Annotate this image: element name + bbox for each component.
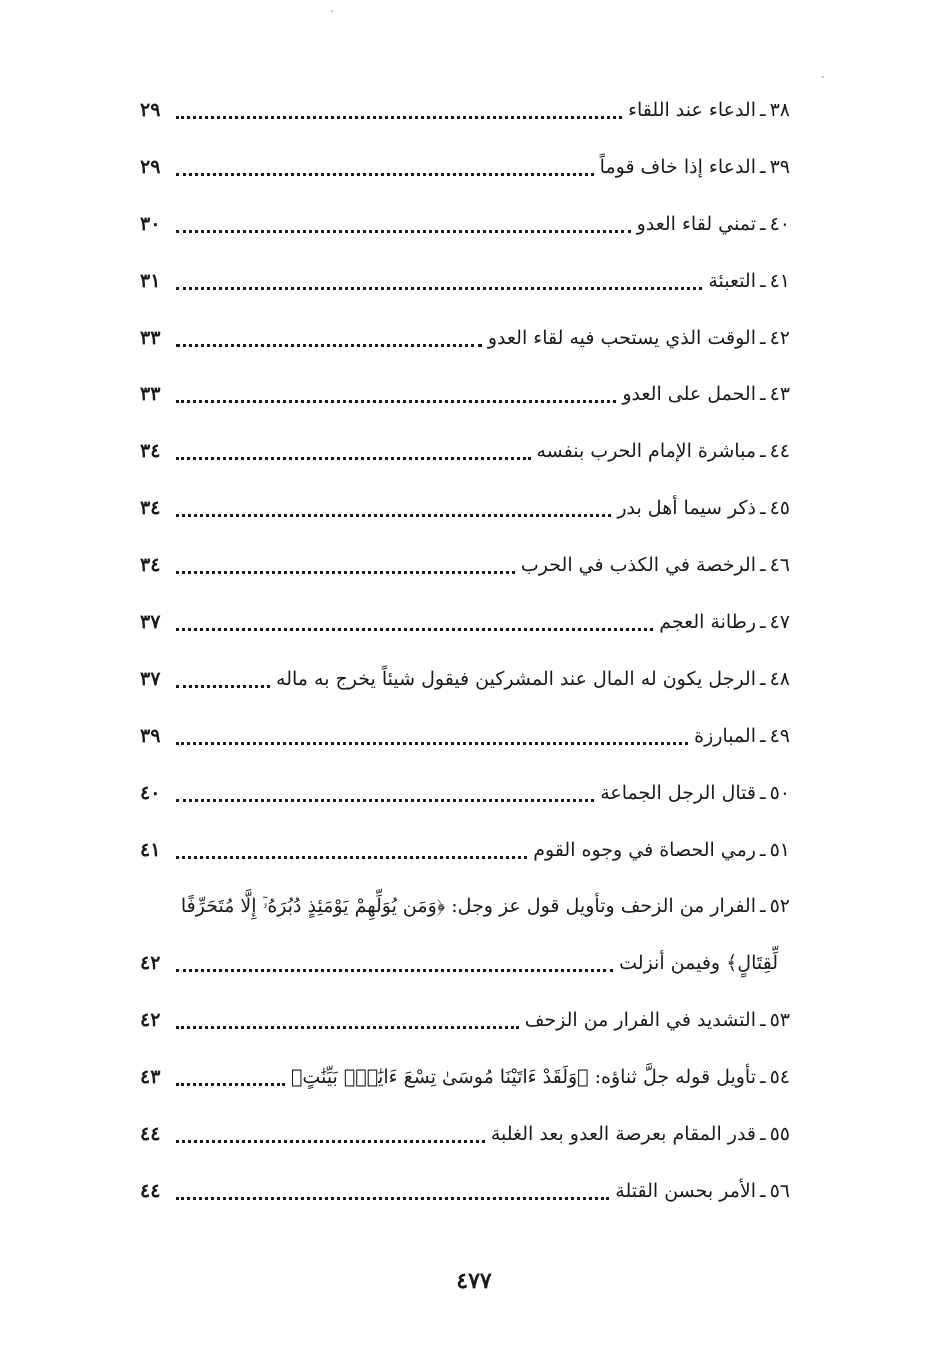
toc-entry: [140, 822, 790, 879]
entry-number: ٤٠: [769, 212, 790, 235]
table-of-contents: [140, 82, 790, 1220]
entry-page-number: ٢٩: [140, 155, 161, 178]
scan-speck: [331, 10, 333, 12]
entry-separator: ـ: [760, 1122, 766, 1145]
toc-entry: [140, 992, 790, 1049]
toc-entry: [140, 878, 790, 935]
scan-speck: [822, 76, 824, 78]
entry-page-number: ٣٤: [140, 497, 161, 520]
entry-number: ٣٩: [769, 155, 790, 178]
entry-number: ٥١: [769, 838, 790, 861]
entry-page-number: ٣٩: [140, 724, 161, 747]
entry-number: ٤٥: [769, 497, 790, 520]
entry-page-number: ٣٤: [140, 440, 161, 463]
toc-entry: [140, 310, 790, 367]
entry-page-number: ٣٣: [140, 383, 161, 406]
entry-number: ٥٠: [769, 781, 790, 804]
entry-number: ٤٦: [769, 554, 790, 577]
entry-number: ٥٥: [769, 1122, 790, 1145]
entry-separator: ـ: [760, 326, 766, 349]
entry-number: ٤٩: [769, 724, 790, 747]
entry-number: ٥٢: [769, 895, 790, 918]
entry-separator: ـ: [760, 1066, 766, 1089]
toc-entry: [140, 366, 790, 423]
toc-entry: [140, 196, 790, 253]
entry-title: الدعاء إذا خاف قوماً: [599, 155, 756, 178]
entry-separator: ـ: [760, 155, 766, 178]
toc-entry: [140, 253, 790, 310]
entry-separator: ـ: [760, 610, 766, 633]
entry-title: ذكر سيما أهل بدر: [617, 497, 756, 520]
entry-page-number: ٢٩: [140, 98, 161, 121]
toc-entry: [140, 82, 790, 139]
dot-leader: [176, 571, 515, 574]
toc-entry: [140, 537, 790, 594]
dot-leader: [176, 799, 594, 802]
toc-entry: [140, 480, 790, 537]
entry-separator: ـ: [760, 98, 766, 121]
entry-title: رمي الحصاة في وجوه القوم: [533, 838, 756, 861]
dot-leader: [176, 1197, 609, 1200]
entry-title: الرجل يكون له المال عند المشركين فيقول شيئاً يخرج به ماله: [276, 667, 756, 690]
entry-separator: ـ: [760, 1009, 766, 1032]
entry-title: الحمل على العدو: [622, 383, 756, 406]
entry-separator: ـ: [760, 724, 766, 747]
entry-number: ٤٣: [769, 383, 790, 406]
dot-leader: [176, 400, 616, 403]
entry-number: ٥٤: [769, 1066, 790, 1089]
entry-page-number: ٣٧: [140, 610, 161, 633]
toc-entry: [140, 765, 790, 822]
dot-leader: [176, 1026, 519, 1029]
entry-title: الوقت الذي يستحب فيه لقاء العدو: [487, 326, 756, 349]
entry-number: ٤٨: [769, 667, 790, 690]
entry-page-number: ٤٠: [140, 781, 161, 804]
entry-page-number: ٤٤: [140, 1179, 161, 1202]
entry-page-number: ٣١: [140, 269, 161, 292]
dot-leader: [176, 856, 527, 859]
entry-separator: ـ: [760, 781, 766, 804]
entry-number: ٤٤: [769, 440, 790, 463]
dot-leader: [176, 1140, 485, 1143]
entry-page-number: ٤٣: [140, 1066, 161, 1089]
toc-entry: [140, 423, 790, 480]
toc-entry: [140, 1106, 790, 1163]
entry-separator: ـ: [760, 497, 766, 520]
entry-separator: ـ: [760, 440, 766, 463]
entry-page-number: ٣٤: [140, 554, 161, 577]
entry-title: تأويل قوله جلَّ ثناؤه: ﴿وَلَقَدْ ءَاتَيْنَا مُوسَىٰ تِسْعَ ءَايَٰتٍۭ بَيِّنَٰتٍ﴾: [291, 1066, 756, 1089]
dot-leader: [176, 457, 531, 460]
toc-entry: [140, 708, 790, 765]
entry-title-continuation: لِّقِتَالٍ﴾ وفيمن أنزلت: [619, 952, 778, 975]
entry-page-number: ٤٢: [140, 1009, 161, 1032]
entry-title: الأمر بحسن القتلة: [615, 1179, 756, 1202]
entry-page-number: ٣٣: [140, 326, 161, 349]
toc-entry: [140, 594, 790, 651]
entry-number: ٣٨: [769, 98, 790, 121]
entry-number: ٤٧: [769, 610, 790, 633]
dot-leader: [176, 685, 270, 688]
entry-number: ٥٣: [769, 1009, 790, 1032]
entry-title: المبارزة: [694, 724, 756, 747]
entry-page-number: ٣٧: [140, 667, 161, 690]
entry-page-number: ٣٠: [140, 212, 161, 235]
toc-entry-continuation: [140, 935, 790, 992]
entry-number: ٤١: [769, 269, 790, 292]
entry-separator: ـ: [760, 1179, 766, 1202]
toc-entry: [140, 139, 790, 196]
entry-separator: ـ: [760, 838, 766, 861]
entry-separator: ـ: [760, 667, 766, 690]
toc-entry: [140, 1163, 790, 1220]
dot-leader: [176, 628, 653, 631]
entry-title: التعبئة: [708, 269, 756, 292]
dot-leader: [176, 230, 631, 233]
dot-leader: [176, 344, 482, 347]
page-number: ٤٧٧: [456, 1268, 492, 1294]
entry-number: ٤٢: [769, 326, 790, 349]
entry-separator: ـ: [760, 269, 766, 292]
toc-entry: [140, 1049, 790, 1106]
entry-page-number: ٤٢: [140, 952, 161, 975]
dot-leader: [176, 287, 702, 290]
entry-number: ٥٦: [769, 1179, 790, 1202]
dot-leader: [176, 514, 611, 517]
entry-title: الرخصة في الكذب في الحرب: [520, 554, 756, 577]
toc-entry: [140, 651, 790, 708]
dot-leader: [176, 1083, 285, 1086]
entry-title: رطانة العجم: [659, 610, 756, 633]
entry-separator: ـ: [760, 895, 766, 918]
entry-title: الفرار من الزحف وتأويل قول عز وجل: ﴿وَمَن يُوَلِّهِمْ يَوْمَئِذٍ دُبُرَهُۥٓ إِلَّا مُتَحَرِّفًا: [180, 895, 756, 918]
dot-leader: [176, 969, 613, 972]
entry-title: مباشرة الإمام الحرب بنفسه: [536, 440, 756, 463]
entry-title: تمني لقاء العدو: [636, 212, 756, 235]
entry-separator: ـ: [760, 554, 766, 577]
entry-separator: ـ: [760, 383, 766, 406]
dot-leader: [176, 116, 622, 119]
dot-leader: [176, 742, 688, 745]
dot-leader: [176, 173, 594, 176]
entry-page-number: ٤١: [140, 838, 161, 861]
entry-title: قدر المقام بعرصة العدو بعد الغلبة: [490, 1122, 756, 1145]
entry-title: التشديد في الفرار من الزحف: [524, 1009, 756, 1032]
entry-title: الدعاء عند اللقاء: [628, 98, 756, 121]
entry-title: قتال الرجل الجماعة: [600, 781, 756, 804]
entry-separator: ـ: [760, 212, 766, 235]
entry-page-number: ٤٤: [140, 1122, 161, 1145]
